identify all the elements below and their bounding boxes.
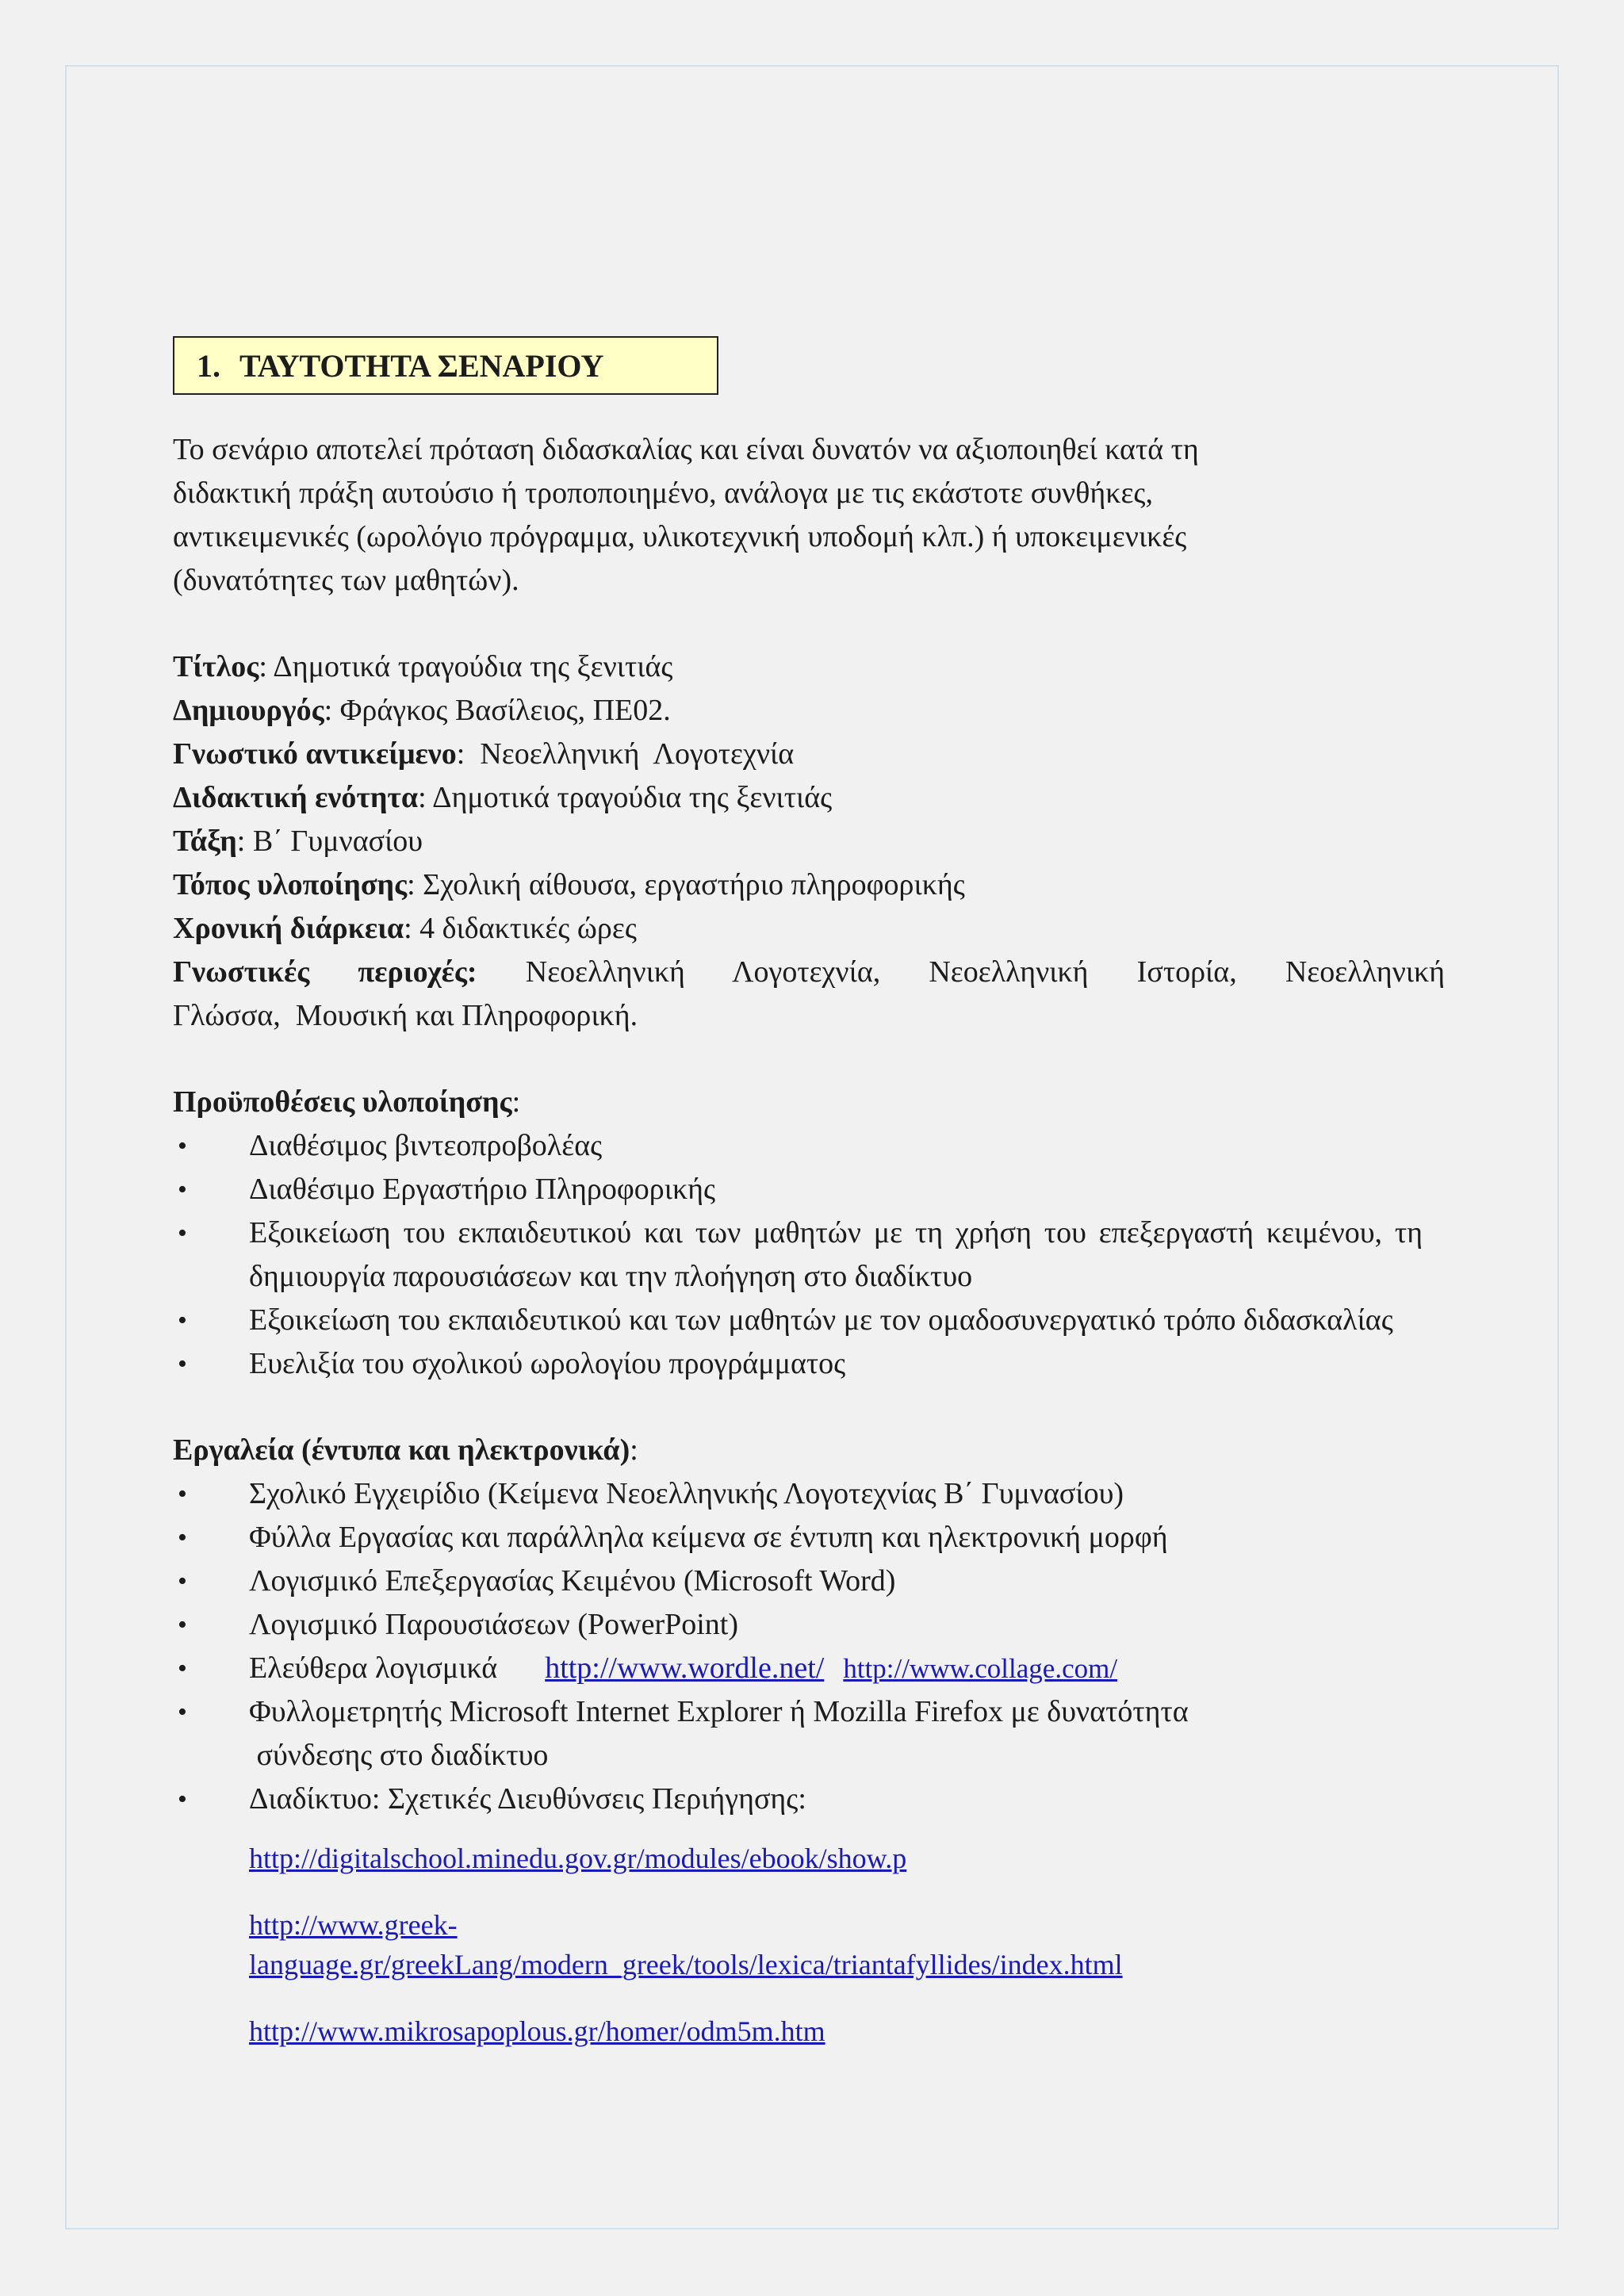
intro-paragraph <box>173 428 1445 603</box>
info-value: : Δημοτικά τραγούδια της ξενιτιάς <box>418 781 833 814</box>
list-item <box>173 1516 1445 1559</box>
info-value: : Φράγκος Βασίλειος, ΠΕ02. <box>324 694 671 727</box>
info-label: Δημιουργός <box>173 694 324 727</box>
list-item <box>173 1559 1445 1603</box>
link-line: http://www.greek- <box>249 1909 458 1941</box>
url-block <box>173 2011 1445 2051</box>
intro-line: Το σενάριο αποτελεί πρόταση διδασκαλίας και είναι δυνατόν να αξιοποιηθεί κατά τη <box>173 433 1199 466</box>
bullet-icon: • <box>178 1306 187 1335</box>
list-item-text: Διαθέσιμος βιντεοπροβολέας <box>249 1129 603 1162</box>
info-label: Τίτλος <box>173 650 259 683</box>
prerequisites-colon: : <box>511 1085 521 1119</box>
list-item <box>173 1690 1445 1777</box>
tools-heading <box>173 1429 1445 1472</box>
info-unit-row <box>173 776 1445 820</box>
info-class-row <box>173 820 1445 863</box>
url-block <box>173 1905 1445 1984</box>
section-number: 1. <box>197 347 220 384</box>
list-item-text: Φυλλομετρητής Microsoft Internet Explorer ή Mozilla Firefox με δυνατότητα <box>249 1695 1189 1728</box>
info-subject-row <box>173 733 1445 776</box>
list-item-free-software <box>173 1647 1445 1690</box>
url-block <box>173 1839 1445 1878</box>
tools-list <box>173 1472 1445 1821</box>
info-label: Τόπος υλοποίησης <box>173 868 408 901</box>
intro-line: διδακτική πράξη αυτούσιο ή τροποποιημένο, ανάλογα με τις εκάστοτε συνθήκες, <box>173 476 1153 510</box>
info-value: : Δημοτικά τραγούδια της ξενιτιάς <box>259 650 673 683</box>
wordle-link[interactable]: http://www.wordle.net/ <box>545 1651 825 1685</box>
info-areas-row <box>173 951 1445 994</box>
digitalschool-link[interactable]: http://digitalschool.minedu.gov.gr/modules/ebook/show.p <box>249 1843 907 1874</box>
list-item-text: Ελεύθερα λογισμικά <box>249 1651 498 1685</box>
collage-link[interactable]: http://www.collage.com/ <box>843 1653 1118 1684</box>
info-label: Γνωστικό αντικείμενο <box>173 737 457 771</box>
bullet-icon: • <box>178 1785 187 1814</box>
greek-language-link[interactable] <box>249 1905 1445 1984</box>
intro-line: (δυνατότητες των μαθητών). <box>173 564 519 597</box>
info-value: : Β΄ Γυμνασίου <box>236 825 423 858</box>
info-label: Τάξη <box>173 825 237 858</box>
bullet-icon: • <box>178 1523 187 1552</box>
list-item <box>173 1168 1445 1211</box>
list-item <box>173 1299 1445 1342</box>
info-value: : 4 διδακτικές ώρες <box>404 912 637 945</box>
link-line: language.gr/greekLang/modern_greek/tools/lexica/triantafyllides/index.html <box>249 1949 1123 1980</box>
list-item <box>173 1342 1445 1386</box>
bullet-icon: • <box>178 1610 187 1640</box>
list-item-text: Ευελιξία του σχολικού ωρολογίου προγράμματος <box>249 1347 846 1380</box>
info-creator-row <box>173 689 1445 733</box>
info-value: : Νεοελληνική Λογοτεχνία <box>456 737 795 771</box>
info-label: Διδακτική ενότητα <box>173 781 419 814</box>
bullet-icon: • <box>178 1479 187 1509</box>
scenario-info <box>173 645 1445 1038</box>
list-item-text: Λογισμικό Παρουσιάσεων (PowerPoint) <box>249 1608 738 1641</box>
list-item <box>173 1472 1445 1516</box>
info-value: Γλώσσα, Μουσική και Πληροφορική. <box>173 999 638 1032</box>
section-title: ΤΑΥΤΟΤΗΤΑ ΣΕΝΑΡΙΟΥ <box>239 347 604 384</box>
info-place-row <box>173 863 1445 907</box>
list-item <box>173 1124 1445 1168</box>
info-duration-row <box>173 907 1445 951</box>
list-item-text: Διαδίκτυο: Σχετικές Διευθύνσεις Περιήγησης: <box>249 1782 806 1816</box>
bullet-icon: • <box>178 1654 187 1683</box>
bullet-icon: • <box>178 1697 187 1727</box>
info-title-row <box>173 645 1445 689</box>
bullet-icon: • <box>178 1175 187 1204</box>
document-content <box>173 271 1445 2051</box>
list-item-text: Φύλλα Εργασίας και παράλληλα κείμενα σε έντυπη και ηλεκτρονική μορφή <box>249 1521 1168 1554</box>
list-item-text: Εξοικείωση του εκπαιδευτικού και των μαθητών με τον ομαδοσυνεργατικό τρόπο διδασκαλίας <box>249 1303 1393 1337</box>
list-item-text: Λογισμικό Επεξεργασίας Κειμένου (Microsoft Word) <box>249 1564 896 1598</box>
list-item <box>173 1777 1445 1821</box>
info-value: Νεοελληνική Λογοτεχνία, Νεοελληνική Ιστορία, Νεοελληνική <box>525 955 1446 989</box>
list-item <box>173 1603 1445 1647</box>
info-value: : Σχολική αίθουσα, εργαστήριο πληροφορικής <box>407 868 965 901</box>
prerequisites-title: Προϋποθέσεις υλοποίησης <box>173 1085 512 1119</box>
bullet-icon: • <box>178 1219 187 1248</box>
tools-title: Εργαλεία (έντυπα και ηλεκτρονικά) <box>173 1433 630 1467</box>
document-page <box>65 65 1559 2229</box>
prerequisites-heading <box>173 1081 1445 1124</box>
intro-line: αντικειμενικές (ωρολόγιο πρόγραμμα, υλικοτεχνική υποδομή κλπ.) ή υποκειμενικές <box>173 520 1187 553</box>
info-label: Χρονική διάρκεια <box>173 912 404 945</box>
mikrosapoplous-link[interactable]: http://www.mikrosapoplous.gr/homer/odm5m.htm <box>249 2015 825 2047</box>
section-heading <box>173 336 718 395</box>
info-label: Γνωστικές περιοχές: <box>173 955 477 989</box>
list-item-text: Εξοικείωση του εκπαιδευτικού και των μαθητών με τη χρήση του επεξεργαστή κειμένου, τη δημιουργία παρουσιάσεων και την πλοήγηση στο διαδίκτυο <box>249 1216 1423 1293</box>
list-item-text: Διαθέσιμο Εργαστήριο Πληροφορικής <box>249 1173 716 1206</box>
info-areas-row-continued <box>173 994 1445 1038</box>
bullet-icon: • <box>178 1349 187 1379</box>
bullet-icon: • <box>178 1131 187 1161</box>
list-item <box>173 1211 1445 1299</box>
bullet-icon: • <box>178 1567 187 1596</box>
list-item-text: Σχολικό Εγχειρίδιο (Κείμενα Νεοελληνικής Λογοτεχνίας Β΄ Γυμνασίου) <box>249 1477 1124 1510</box>
prerequisites-list <box>173 1124 1445 1386</box>
tools-colon: : <box>630 1433 638 1467</box>
list-item-text: σύνδεσης στο διαδίκτυο <box>249 1739 549 1772</box>
